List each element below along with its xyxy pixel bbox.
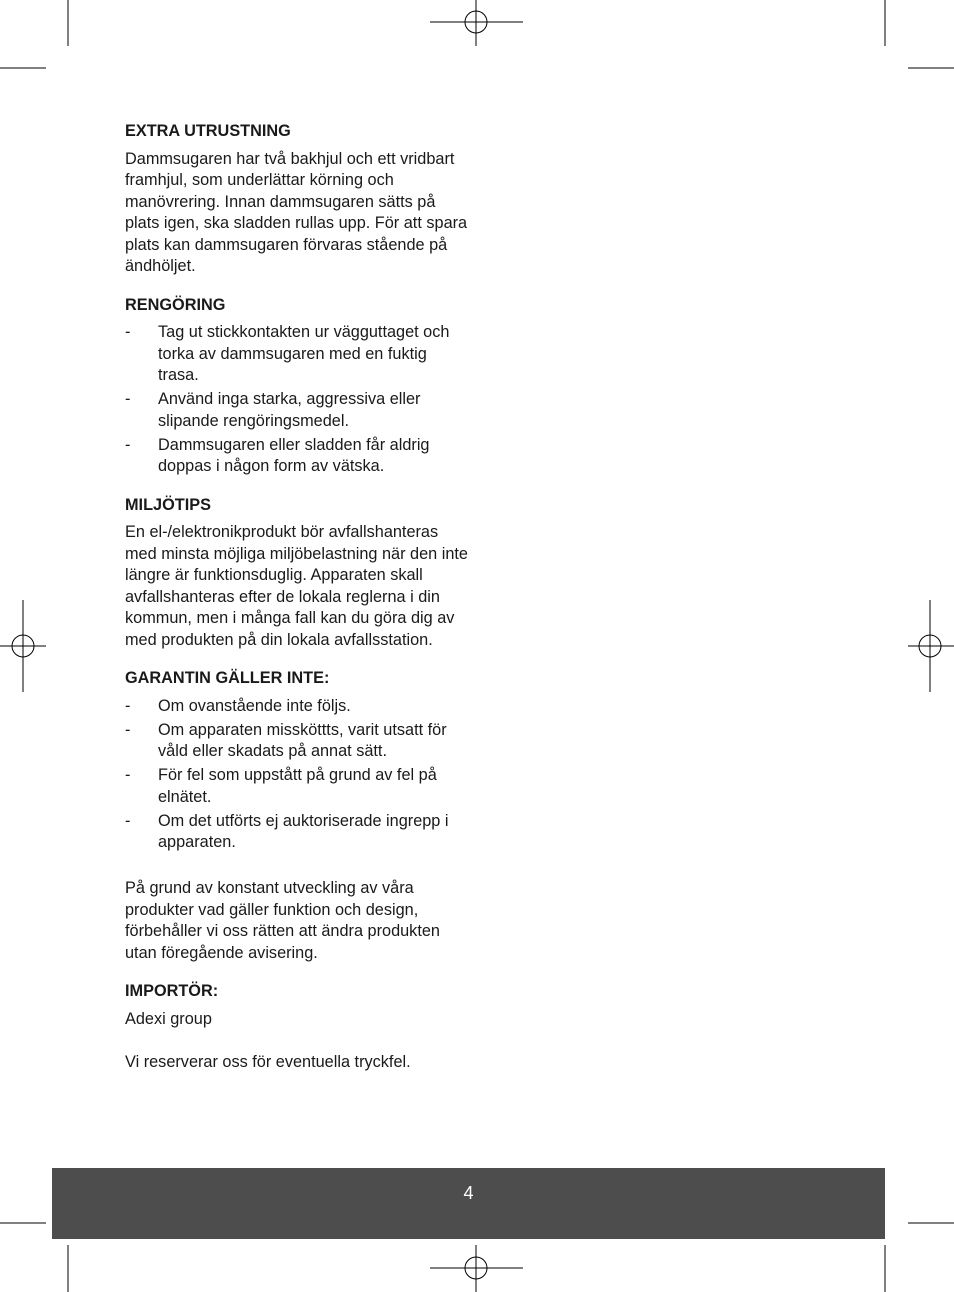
page-number: 4 xyxy=(463,1183,474,1203)
list-item-text: Om apparaten missköttts, varit utsatt för våld eller skadats på annat sätt. xyxy=(158,720,447,760)
printing-errors-disclaimer: Vi reserverar oss för eventuella tryckfel. xyxy=(125,1053,411,1071)
importer-name: Adexi group xyxy=(125,1009,212,1028)
registration-mark-right xyxy=(908,600,954,692)
warranty-exclusions-list xyxy=(125,696,470,854)
section-importer xyxy=(125,981,470,1074)
list-item-text: Tag ut stickkontakten ur vägguttaget och torka av dammsugaren med en fuktig trasa. xyxy=(158,323,450,384)
spacer xyxy=(125,856,470,878)
list-item-text: Dammsugaren eller sladden får aldrig doppas i någon form av vätska. xyxy=(158,435,430,475)
section-paragraph: Dammsugaren har två bakhjul och ett vridbart framhjul, som underlättar körning och manövrering. Innan dammsugaren sätts på plats igen, ska sladden rullas upp. För att spara plats kan dammsugaren förvaras stående på ändhöljet. xyxy=(125,149,468,275)
list-item xyxy=(125,765,470,808)
list-dash: - xyxy=(125,811,131,830)
list-item xyxy=(125,389,470,432)
section-extra-equipment xyxy=(125,121,470,278)
registration-mark-left xyxy=(0,600,46,692)
list-dash: - xyxy=(125,696,131,715)
list-item-text: Om det utförts ej auktoriserade ingrepp i apparaten. xyxy=(158,811,449,851)
list-item xyxy=(125,322,470,387)
section-heading: IMPORTÖR: xyxy=(125,982,219,1000)
section-cleaning xyxy=(125,295,470,478)
section-heading: MILJÖTIPS xyxy=(125,495,211,514)
section-heading: RENGÖRING xyxy=(125,295,226,314)
list-dash: - xyxy=(125,323,131,341)
list-item xyxy=(125,696,470,718)
cleaning-list xyxy=(125,322,470,478)
list-dash: - xyxy=(125,766,131,784)
footer-bar xyxy=(52,1168,885,1239)
list-dash: - xyxy=(125,720,131,739)
list-item-text: Om ovanstående inte följs. xyxy=(158,696,351,715)
list-item xyxy=(125,811,470,854)
registration-mark-bottom xyxy=(430,1245,523,1292)
section-heading: GARANTIN GÄLLER INTE: xyxy=(125,669,330,687)
list-dash: - xyxy=(125,435,131,454)
list-item xyxy=(125,720,470,763)
spacer xyxy=(125,1030,470,1052)
product-change-notice: På grund av konstant utveckling av våra produkter vad gäller funktion och design, förbehåller vi oss rätten att ändra produkten utan föregående avisering. xyxy=(125,879,440,962)
list-item-text: Använd inga starka, aggressiva eller slipande rengöringsmedel. xyxy=(158,390,421,430)
list-item xyxy=(125,435,470,478)
section-paragraph: En el-/elektronikprodukt bör avfallshanteras med minsta möjliga miljöbelastning när den inte längre är funktionsduglig. Apparaten skall avfallshanteras efter de lokala reglerna i din kommun, men i många fall kan du göra dig av med produkten på din lokala avfallsstation. xyxy=(125,523,468,649)
list-dash: - xyxy=(125,390,131,408)
registration-mark-top xyxy=(430,0,523,46)
document-body xyxy=(125,121,470,1091)
section-heading: EXTRA UTRUSTNING xyxy=(125,122,291,140)
list-item-text: För fel som uppstått på grund av fel på elnätet. xyxy=(158,766,437,806)
section-warranty-exclusions xyxy=(125,668,470,964)
section-environment-tips xyxy=(125,495,470,652)
